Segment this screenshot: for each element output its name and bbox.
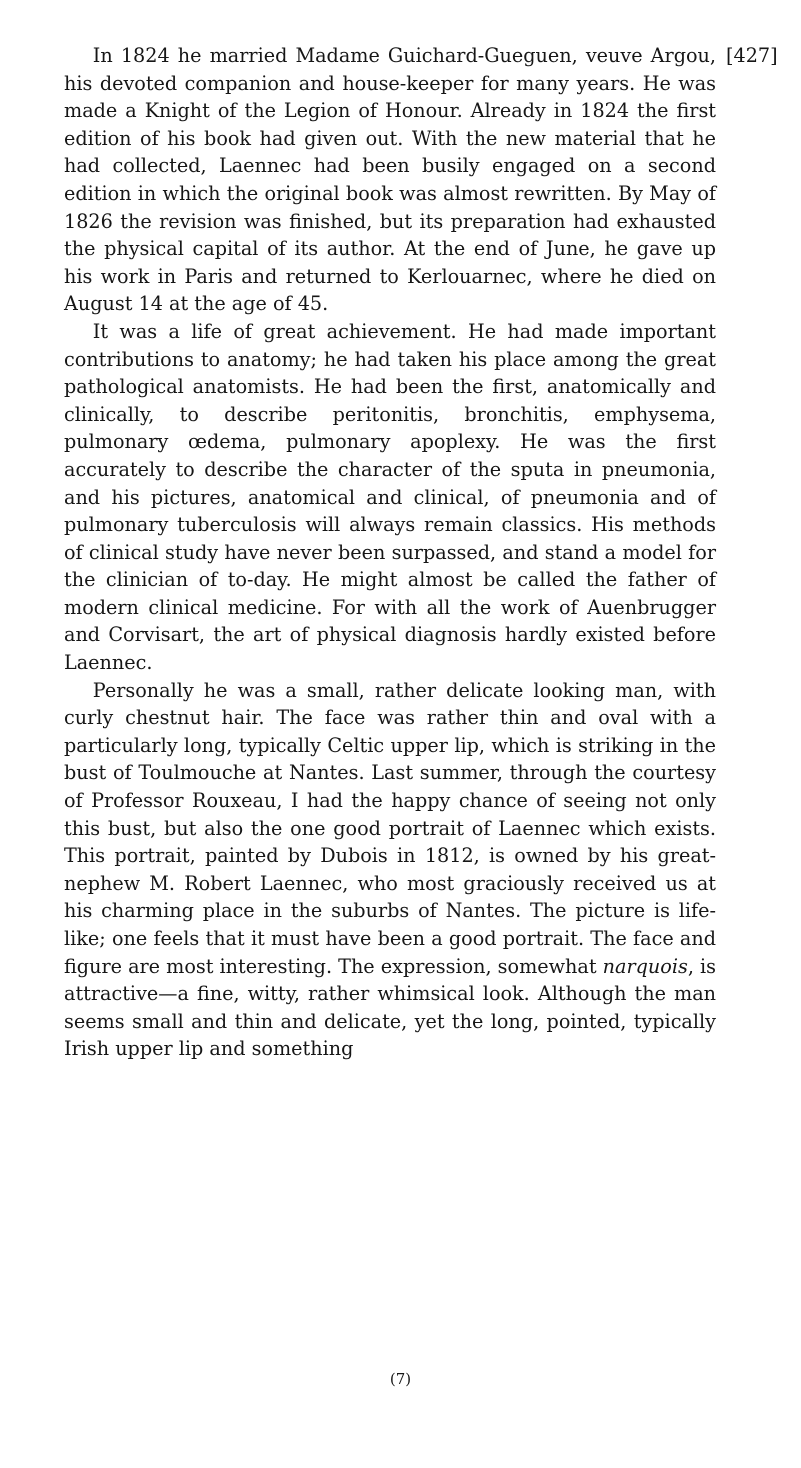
paragraph-text-before-italic: Personally he was a small, rather delicate looking man, with curly chestnut hair. The face was rather thin and oval with a particularly long, typically Celtic upper lip, which is striking in the bust of Toulmouche at Nantes. Last summer, through the courtesy of Professor Rouxeau, I had the happy chance of seeing not only this bust, but also the one good portrait of Laennec which exists. This portrait, painted by Dubois in 1812, is owned by his great-nephew M. Robert Laennec, who most graciously received us at his charming place in the suburbs of Nantes. The picture is life-like; one feels that it must have been a good portrait. The face and figure are most interesting. The expression, somewhat — [64, 678, 716, 978]
paragraph-achievement: It was a life of great achievement. He had made important contributions to anatomy; he had taken his place among the great pathological anatomists. He had been the first, anatomically and clinically, to describe peritonitis, bronchitis, emphysema, pulmonary œdema, pulmonary apoplexy. He was the first accurately to describe the character of the sputa in pneumonia, and his pictures, anatomical and clinical, of pneumonia and of pulmonary tuberculosis will always remain classics. His methods of clinical study have never been surpassed, and stand a model for the clinician of to-day. He might almost be called the father of modern clinical medicine. For with all the work of Auenbrugger and Corvisart, the art of physical diagnosis hardly existed before Laennec. — [64, 319, 716, 675]
page-number: (7) — [389, 1370, 412, 1388]
paragraph-personal-description — [64, 677, 716, 1063]
body-text — [64, 42, 716, 1063]
paragraph-marriage-and-death: In 1824 he married Madame Guichard-Gueguen, veuve Argou, his devoted companion and house-keeper for many years. He was made a Knight of the Legion of Honour. Already in 1824 the first edition of his book had given out. With the new material that he had collected, Laennec had been busily engaged on a second edition in which the original book was almost rewritten. By May of 1826 the revision was finished, but its preparation had exhausted the physical capital of its author. At the end of June, he gave up his work in Paris and returned to Kerlouarnec, where he died on August 14 at the age of 45. — [64, 44, 716, 316]
paragraph-text-after-italic: , is attractive—a fine, witty, rather whimsical look. Although the man seems small and thin and delicate, yet the long, pointed, typically Irish upper lip and something — [64, 954, 717, 1061]
italic-word: narquois — [602, 954, 688, 978]
marginal-page-reference: [427] — [726, 44, 778, 67]
